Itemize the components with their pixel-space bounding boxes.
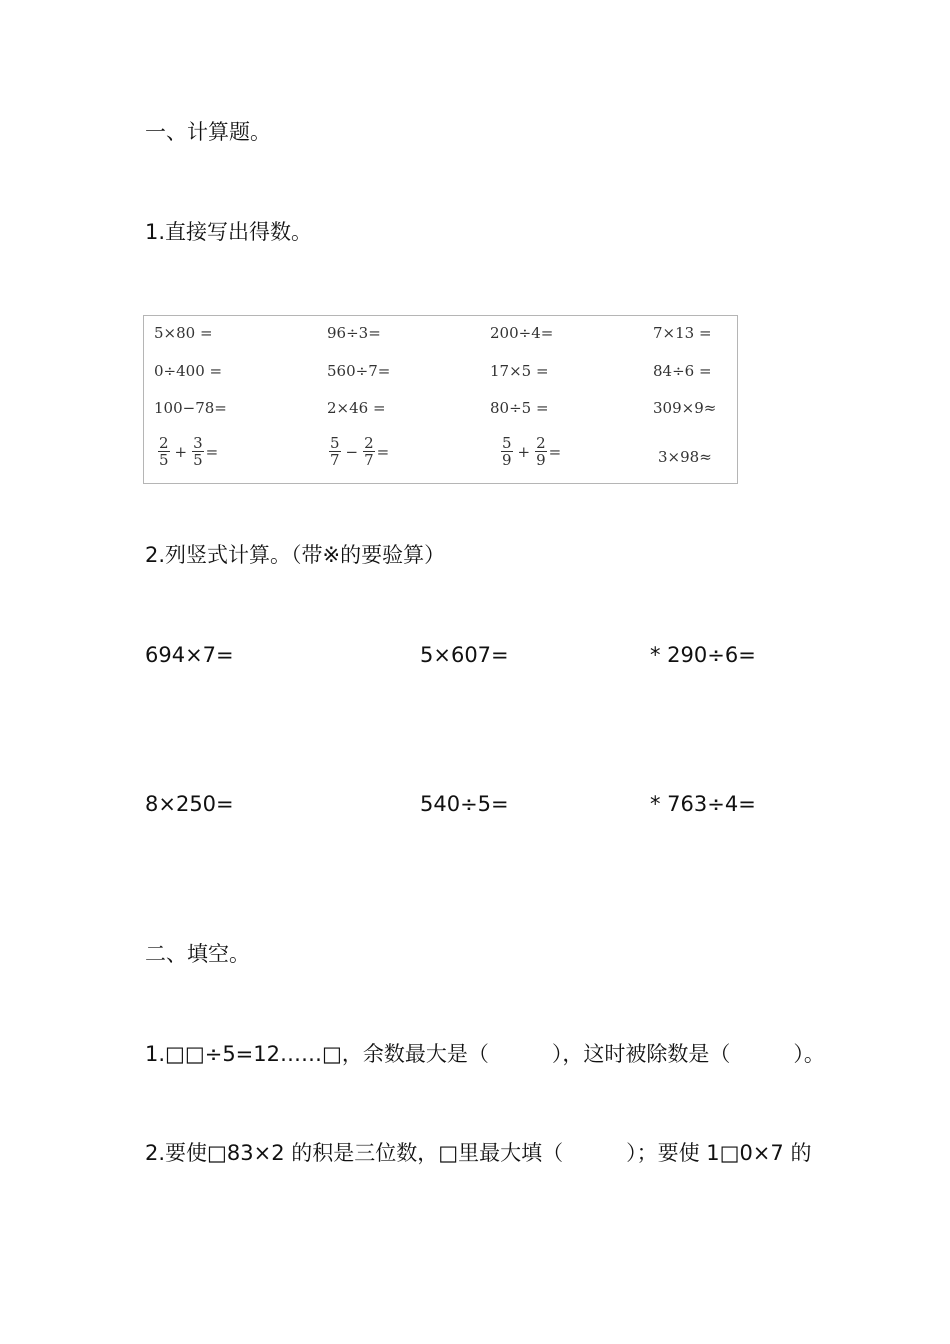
vertical-calc-item: * 290÷6= bbox=[650, 643, 756, 667]
calc-cell: 17×5 = bbox=[490, 362, 549, 380]
equals-sign: = bbox=[205, 442, 219, 461]
fill-blank-question-1: 1.□□÷5=12……□，余数最大是（ ），这时被除数是（ ）。 bbox=[145, 1042, 825, 1066]
section-2-title: 二、填空。 bbox=[145, 942, 250, 966]
vertical-calc-item: * 763÷4= bbox=[650, 792, 756, 816]
vertical-calc-item: 694×7= bbox=[145, 643, 234, 667]
fraction-numerator: 2 bbox=[536, 434, 546, 452]
calc-cell: 3×98≈ bbox=[658, 448, 712, 466]
calc-cell: 560÷7= bbox=[327, 362, 391, 380]
equals-sign: = bbox=[376, 442, 390, 461]
vertical-calc-item: 540÷5= bbox=[420, 792, 509, 816]
equals-sign: = bbox=[548, 442, 562, 461]
vertical-calc-item: 5×607= bbox=[420, 643, 509, 667]
fraction-denominator: 7 bbox=[364, 451, 374, 469]
calc-cell: 84÷6 = bbox=[653, 362, 712, 380]
calc-cell: 96÷3= bbox=[327, 324, 381, 342]
fraction-denominator: 9 bbox=[502, 451, 512, 469]
calc-cell: 100−78= bbox=[154, 399, 227, 417]
calc-cell: 0÷400 = bbox=[154, 362, 223, 380]
fill-blank-question-2: 2.要使□83×2 的积是三位数，□里最大填（ ）；要使 1□0×7 的 bbox=[145, 1141, 812, 1165]
calc-cell: 309×9≈ bbox=[653, 399, 717, 417]
oral-calculation-table bbox=[143, 315, 738, 484]
operator: + bbox=[517, 442, 531, 461]
operator: + bbox=[174, 442, 188, 461]
calc-cell: 2×46 = bbox=[327, 399, 386, 417]
fraction-denominator: 7 bbox=[330, 451, 340, 469]
calc-cell: 80÷5 = bbox=[490, 399, 549, 417]
fraction-denominator: 5 bbox=[193, 451, 203, 469]
fraction-numerator: 5 bbox=[330, 434, 340, 452]
calc-cell: 7×13 = bbox=[653, 324, 712, 342]
fraction-expression bbox=[499, 435, 561, 468]
fraction-numerator: 2 bbox=[364, 434, 374, 452]
question-2-title: 2.列竖式计算。（带※的要验算） bbox=[145, 543, 446, 567]
fraction-denominator: 9 bbox=[536, 451, 546, 469]
operator: − bbox=[345, 442, 359, 461]
section-1-title: 一、计算题。 bbox=[145, 120, 271, 144]
calc-cell: 200÷4= bbox=[490, 324, 554, 342]
fraction-numerator: 2 bbox=[159, 434, 169, 452]
fraction-expression bbox=[327, 435, 389, 468]
fraction-expression bbox=[156, 435, 218, 468]
calc-cell: 5×80 = bbox=[154, 324, 213, 342]
vertical-calc-item: 8×250= bbox=[145, 792, 234, 816]
fraction-denominator: 5 bbox=[159, 451, 169, 469]
fraction-numerator: 5 bbox=[502, 434, 512, 452]
fraction-numerator: 3 bbox=[193, 434, 203, 452]
question-1-title: 1.直接写出得数。 bbox=[145, 220, 313, 244]
